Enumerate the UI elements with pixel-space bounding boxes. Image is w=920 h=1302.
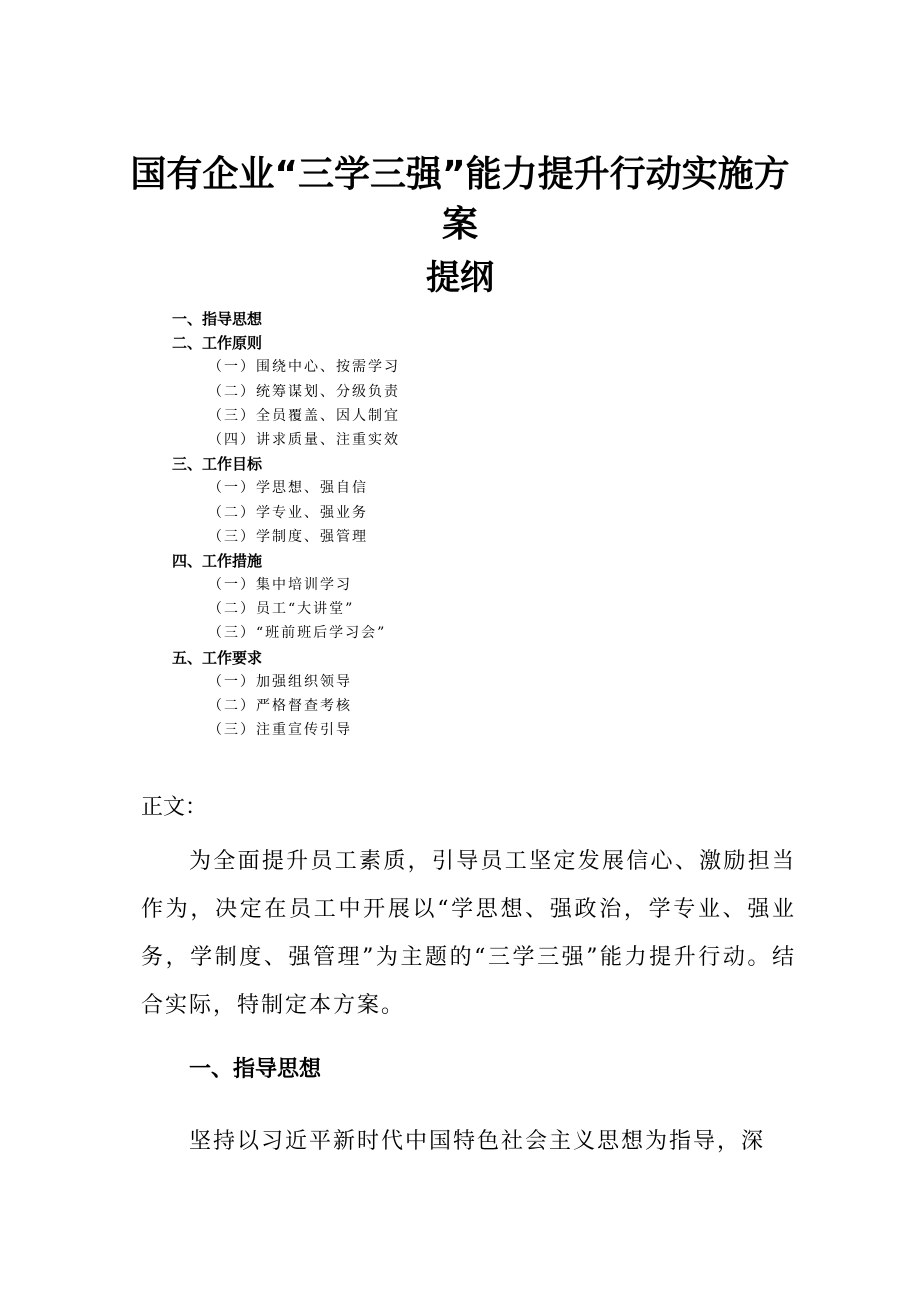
outline-item: （三）注重宣传引导 (208, 722, 352, 739)
outline-section: 四、工作措施 (172, 551, 263, 570)
outline-section: 一、指导思想 (172, 310, 263, 328)
document-title: 国有企业“三学三强”能力提升行动实施方案 (130, 154, 790, 245)
section-paragraph: 坚持以习近平新时代中国特色社会主义思想为指导，深 (189, 1129, 766, 1154)
outline-item: （二）严格督查考核 (208, 698, 352, 714)
outline-section: 五、工作要求 (172, 648, 263, 667)
outline-section: 二、工作原则 (172, 334, 263, 353)
outline-list (172, 307, 400, 742)
outline-item: （三）“班前班后学习会” (208, 625, 387, 642)
outline-item: （二）员工“大讲堂” (208, 601, 355, 618)
outline-item: （三）全员覆盖、因人制宜 (208, 407, 400, 424)
outline-item: （一）加强组织领导 (208, 673, 352, 690)
outline-item: （四）讲求质量、注重实效 (208, 431, 400, 448)
outline-heading: 提纲 (426, 258, 494, 298)
intro-paragraph: 为全面提升员工素质，引导员工坚定发展信心、激励担当作为，决定在员工中开展以“学思想、强政治，学专业、强业务，学制度、强管理”为主题的“三学三强”能力提升行动。结合实际，特制定本方案。 (141, 849, 796, 1018)
outline-item: （二）统筹谋划、分级负责 (208, 383, 400, 400)
outline-item: （三）学制度、强管理 (208, 528, 368, 545)
outline-item: （一）集中培训学习 (208, 577, 352, 594)
outline-item: （一）学思想、强自信 (208, 480, 368, 497)
body-label: 正文： (141, 795, 208, 820)
outline-section: 三、工作目标 (172, 455, 263, 474)
outline-item: （一）围绕中心、按需学习 (208, 359, 400, 376)
section-heading: 一、指导思想 (189, 1057, 322, 1082)
outline-item: （二）学专业、强业务 (208, 504, 368, 521)
